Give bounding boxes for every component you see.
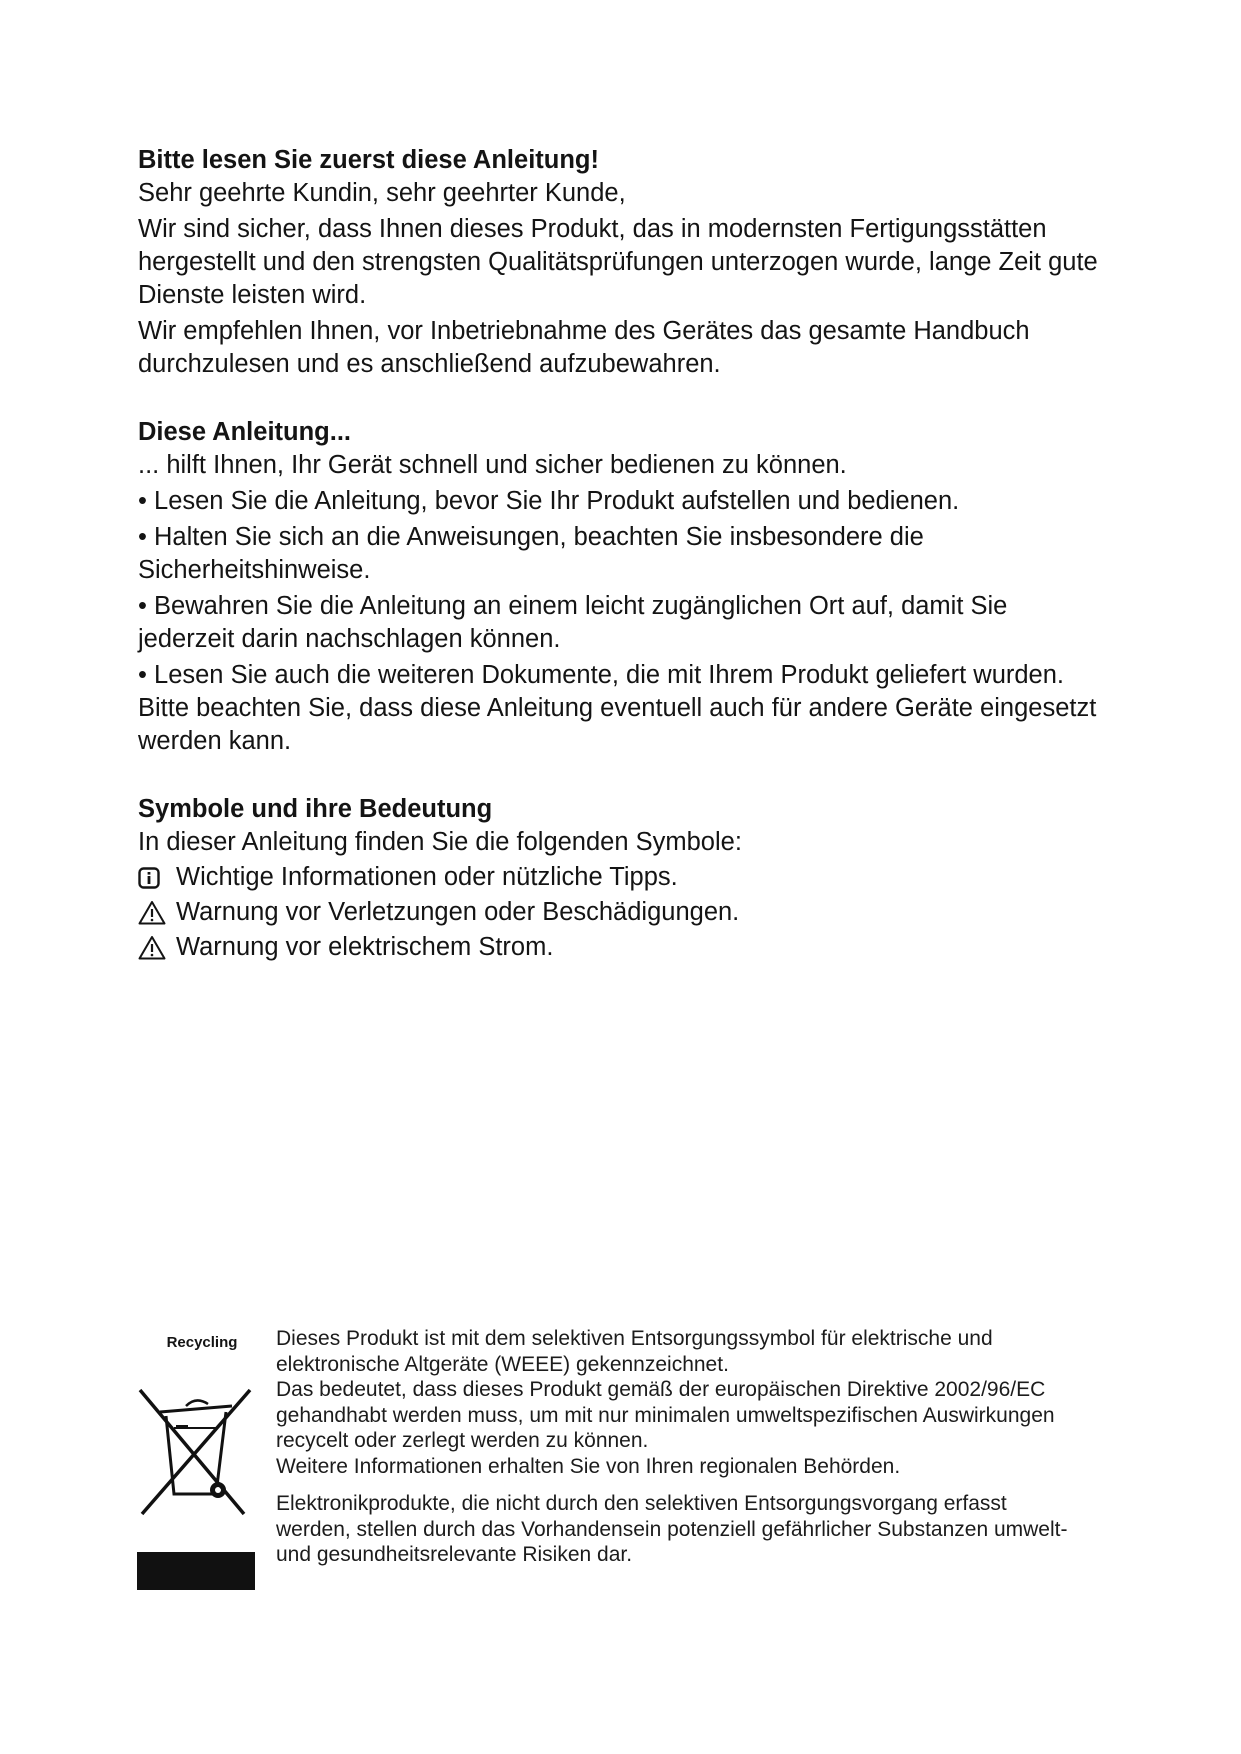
recycling-text (276, 1326, 1076, 1568)
recycling-paragraph-1: Dieses Produkt ist mit dem selektiven Entsorgungssymbol für elektrische und elektronische Altgeräte (WEEE) gekennzeichnet. (276, 1327, 993, 1376)
main-text-column (138, 144, 1098, 964)
symbol-item-warning (138, 896, 1098, 929)
warning-icon (138, 900, 176, 925)
info-icon (138, 867, 176, 889)
guide-heading: Diese Anleitung... (138, 418, 352, 446)
recycling-label-block (138, 1334, 260, 1351)
guide-bullet: • Halten Sie sich an die Anweisungen, beachten Sie insbesondere die Sicherheitshinweise. (138, 523, 924, 584)
symbol-item-text: Warnung vor Verletzungen oder Beschädigungen. (176, 898, 740, 926)
recycling-paragraph-3: Weitere Informationen erhalten Sie von Ihren regionalen Behörden. (276, 1454, 901, 1478)
guide-note: Bitte beachten Sie, dass diese Anleitung eventuell auch für andere Geräte eingesetzt werden kann. (138, 694, 1097, 755)
recycling-paragraph-2: Das bedeutet, dass dieses Produkt gemäß der europäischen Direktive 2002/96/EC gehandhabt werden muss, um mit nur minimalen umweltspezifischen Auswirkungen recycelt oder zerlegt werden zu können. (276, 1378, 1055, 1452)
salutation: Sehr geehrte Kundin, sehr geehrter Kunde, (138, 179, 626, 207)
intro-paragraph-2: Wir empfehlen Ihnen, vor Inbetriebnahme des Gerätes das gesamte Handbuch durchzulesen und es anschließend aufzubewahren. (138, 317, 1030, 378)
symbol-item-text: Wichtige Informationen oder nützliche Tipps. (176, 863, 678, 891)
symbols-heading: Symbole und ihre Bedeutung (138, 795, 493, 823)
symbol-item-text: Warnung vor elektrischem Strom. (176, 933, 554, 961)
symbol-item-info (138, 861, 1098, 894)
intro-heading: Bitte lesen Sie zuerst diese Anleitung! (138, 146, 599, 174)
weee-underline-bar (137, 1552, 255, 1590)
warning-icon (138, 935, 176, 960)
symbols-lead: In dieser Anleitung finden Sie die folgenden Symbole: (138, 828, 742, 856)
recycling-label: Recycling (166, 1334, 238, 1351)
symbol-item-electric (138, 931, 1098, 964)
weee-crossed-bin-icon (136, 1382, 256, 1522)
guide-bullet: • Bewahren Sie die Anleitung an einem leicht zugänglichen Ort auf, damit Sie jederzeit darin nachschlagen können. (138, 592, 1008, 653)
guide-bullet: • Lesen Sie die Anleitung, bevor Sie Ihr Produkt aufstellen und bedienen. (138, 487, 960, 515)
guide-bullet: • Lesen Sie auch die weiteren Dokumente, die mit Ihrem Produkt geliefert wurden. (138, 661, 1064, 689)
intro-paragraph-1: Wir sind sicher, dass Ihnen dieses Produkt, das in modernsten Fertigungsstätten hergestellt und den strengsten Qualitätsprüfungen unterzogen wurde, lange Zeit gute Dienste leisten wird. (138, 215, 1098, 309)
recycling-paragraph-4: Elektronikprodukte, die nicht durch den selektiven Entsorgungsvorgang erfasst werden, stellen durch das Vorhandensein potenziell gefährlicher Substanzen umwelt- und gesundheitsrelevante Risiken dar. (276, 1492, 1068, 1566)
guide-lead: ... hilft Ihnen, Ihr Gerät schnell und sicher bedienen zu können. (138, 451, 847, 479)
